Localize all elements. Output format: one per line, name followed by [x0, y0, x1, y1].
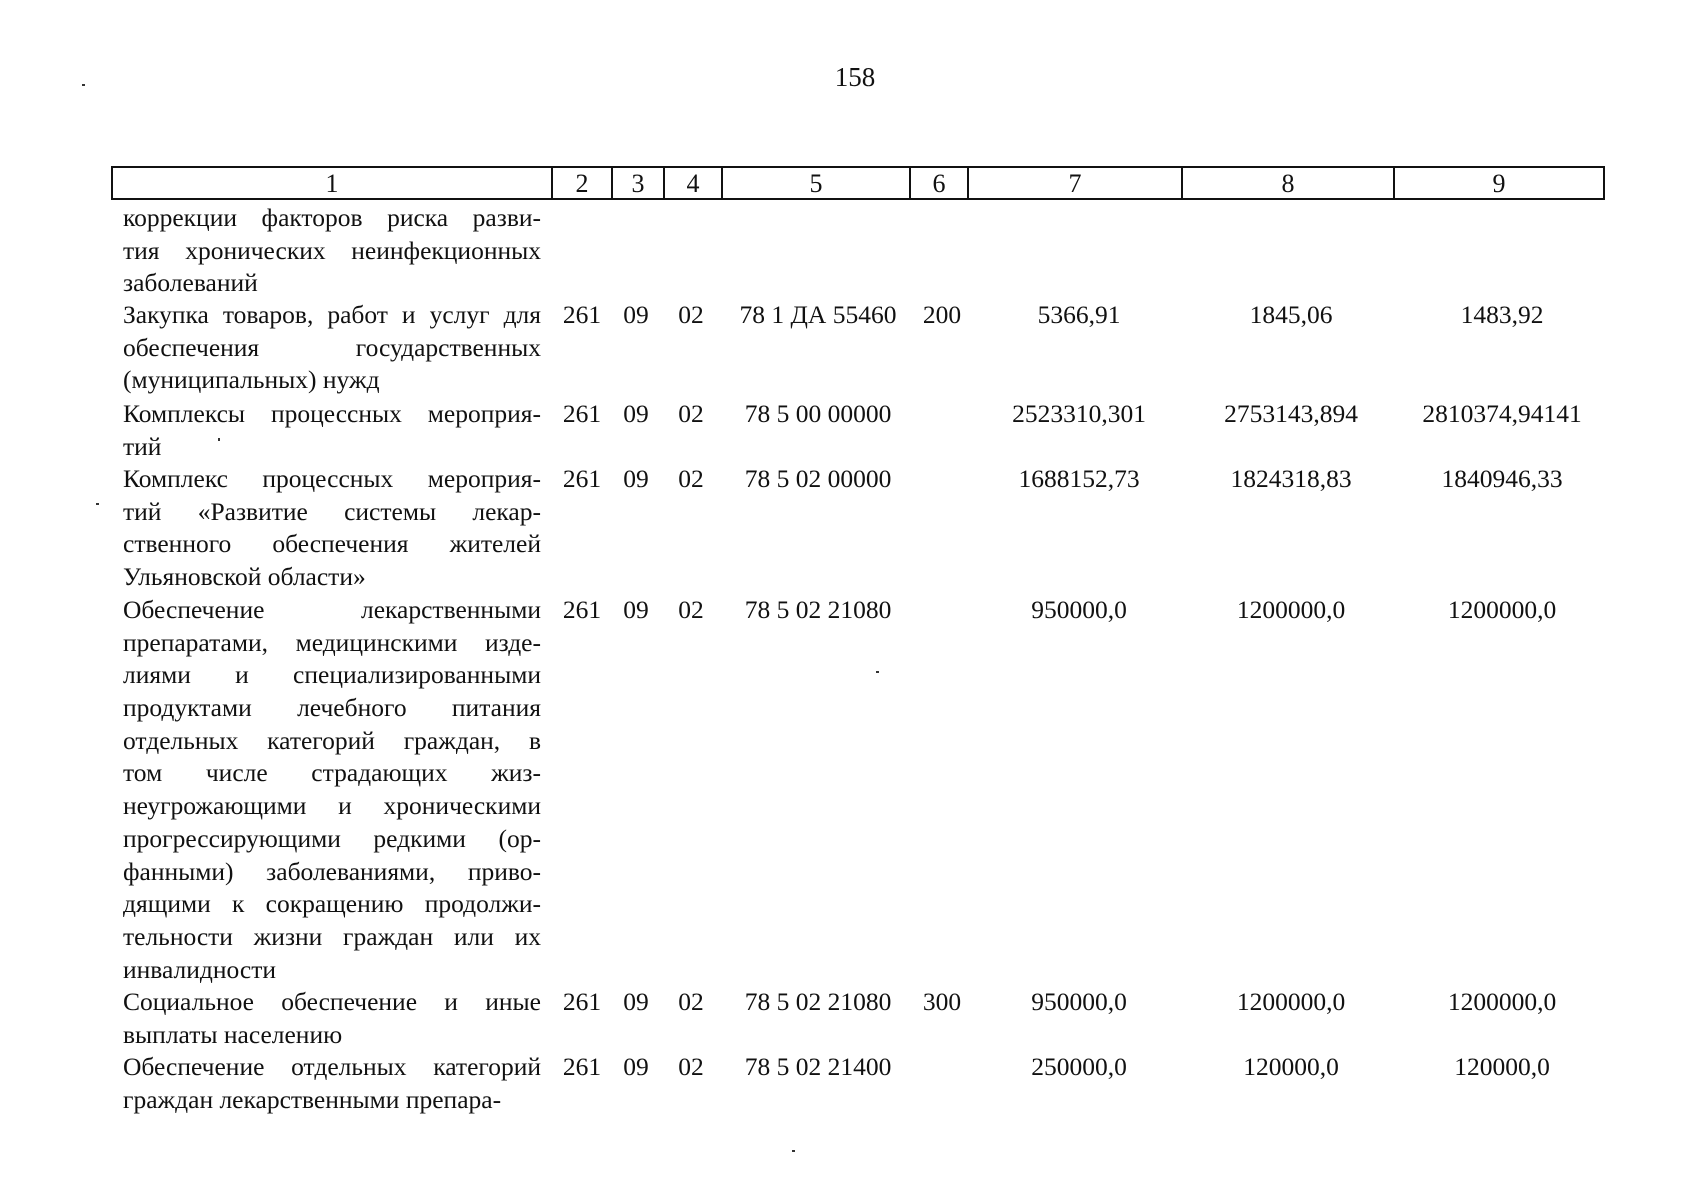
cell-col-5: 78 5 02 00000 [744, 464, 892, 493]
row-name-line: граждан лекарственными препара- [123, 1084, 502, 1114]
row-name-line: препаратами, медицинскими изде- [123, 627, 541, 657]
page-number: 158 [834, 62, 876, 92]
cell-col-8: 120000,0 [1243, 1052, 1339, 1081]
cell-col-7: 250000,0 [1031, 1052, 1127, 1081]
cell-col-4: 02 [678, 464, 704, 493]
header-col-9: 9 [1492, 169, 1506, 198]
row-name-line: отдельных категорий граждан, в [123, 725, 541, 755]
header-col-1: 1 [113, 168, 553, 198]
scan-speck [792, 1150, 795, 1152]
scan-speck [218, 438, 220, 441]
scan-speck [96, 503, 99, 505]
header-col-6: 6 [911, 168, 969, 198]
cell-col-5: 78 5 00 00000 [744, 399, 892, 428]
cell-col-3: 09 [623, 595, 649, 624]
cell-col-7: 2523310,301 [1012, 399, 1146, 428]
cell-col-3: 09 [623, 399, 649, 428]
cell-col-2: 261 [562, 987, 602, 1016]
row-name-line: Обеспечение отдельных категорий [123, 1052, 541, 1081]
cell-col-9: 1200000,0 [1447, 987, 1557, 1016]
cell-col-3: 09 [623, 987, 649, 1016]
header-col-5: 5 [723, 168, 911, 198]
cell-col-4: 02 [678, 300, 704, 329]
row-name-line: тия хронических неинфекционных [123, 235, 541, 265]
row-name-line: лиями и специализированными [123, 660, 541, 690]
cell-col-9: 1840946,33 [1441, 464, 1563, 493]
row-name-line: Комплексы процессных мероприя- [123, 399, 541, 428]
cell-col-2: 261 [562, 1052, 602, 1081]
cell-col-5: 78 1 ДА 55460 [739, 300, 897, 329]
row-name-line: продуктами лечебного питания [123, 693, 541, 723]
row-name-line: выплаты населению [123, 1019, 343, 1049]
row-name [123, 594, 541, 986]
cell-col-9: 120000,0 [1454, 1052, 1550, 1081]
cell-col-5: 78 5 02 21080 [744, 595, 892, 624]
cell-col-7: 950000,0 [1031, 987, 1127, 1016]
row-name-line: неугрожающими и хроническими [123, 791, 541, 821]
cell-col-2: 261 [562, 464, 602, 493]
cell-col-5: 78 5 02 21400 [744, 1052, 892, 1081]
header-col-7: 7 [969, 168, 1183, 198]
table-header [111, 166, 1605, 200]
cell-col-8: 1200000,0 [1236, 987, 1346, 1016]
cell-col-3: 09 [623, 1052, 649, 1081]
cell-col-6: 200 [922, 300, 962, 329]
cell-col-9: 2810374,94141 [1422, 399, 1582, 428]
cell-col-4: 02 [678, 399, 704, 428]
header-col-2: 2 [553, 168, 613, 198]
row-name-line: инвалидности [123, 954, 277, 984]
header-col-4: 4 [665, 168, 723, 198]
row-name-line: ственного обеспечения жителей [123, 529, 541, 559]
row-name-line: фанными) заболеваниями, приво- [123, 856, 541, 886]
row-name [123, 1051, 541, 1116]
row-name-line: Социальное обеспечение и иные [123, 987, 541, 1016]
row-name-line: Закупка товаров, работ и услуг для [123, 300, 541, 329]
cell-col-8: 1200000,0 [1236, 595, 1346, 624]
row-name [123, 986, 541, 1051]
row-name-line: Ульяновской области» [123, 562, 366, 592]
row-name [123, 202, 541, 300]
row-name-line: заболеваний [123, 268, 258, 298]
cell-col-8: 2753143,894 [1224, 399, 1358, 428]
cell-col-9: 1200000,0 [1447, 595, 1557, 624]
cell-col-7: 1688152,73 [1018, 464, 1140, 493]
cell-col-5: 78 5 02 21080 [744, 987, 892, 1016]
cell-col-8: 1824318,83 [1230, 464, 1352, 493]
row-name-line: прогрессирующими редкими (ор- [123, 823, 541, 853]
header-col-3: 3 [613, 168, 665, 198]
row-name-line: Комплекс процессных мероприя- [123, 464, 541, 493]
cell-col-3: 09 [623, 464, 649, 493]
row-name-line: обеспечения государственных [123, 332, 541, 362]
cell-col-3: 09 [623, 300, 649, 329]
cell-col-4: 02 [678, 1052, 704, 1081]
row-name-line: тельности жизни граждан или их [123, 921, 541, 951]
row-name-line: (муниципальных) нужд [123, 365, 380, 395]
cell-col-9: 1483,92 [1460, 300, 1544, 329]
cell-col-8: 1845,06 [1249, 300, 1333, 329]
header-col-8: 8 [1183, 168, 1395, 198]
row-name-line: Обеспечение лекарственными [123, 595, 541, 624]
row-name-line: тий «Развитие системы лекар- [123, 496, 541, 526]
row-name-line: том числе страдающих жиз- [123, 758, 541, 788]
scan-speck [876, 671, 879, 673]
cell-col-6: 300 [922, 987, 962, 1016]
cell-col-2: 261 [562, 300, 602, 329]
row-name-line: коррекции факторов риска разви- [123, 203, 541, 232]
cell-col-2: 261 [562, 399, 602, 428]
cell-col-2: 261 [562, 595, 602, 624]
scan-speck [82, 84, 85, 86]
cell-col-7: 950000,0 [1031, 595, 1127, 624]
row-name [123, 299, 541, 397]
cell-col-4: 02 [678, 987, 704, 1016]
cell-col-4: 02 [678, 595, 704, 624]
row-name [123, 463, 541, 594]
row-name [123, 398, 541, 463]
cell-col-7: 5366,91 [1037, 300, 1121, 329]
row-name-line: тий [123, 431, 162, 461]
row-name-line: дящими к сокращению продолжи- [123, 889, 541, 919]
